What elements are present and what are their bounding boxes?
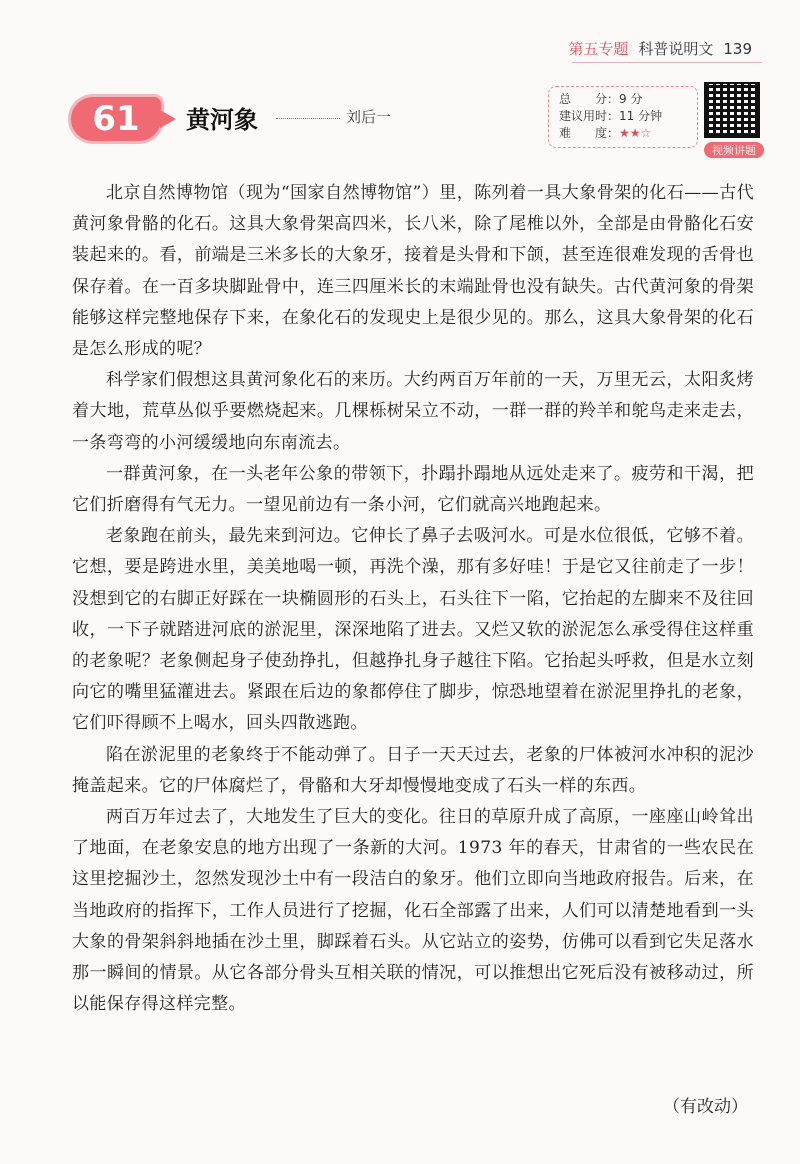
page-number: 139 xyxy=(723,40,752,58)
lesson-info-box xyxy=(548,86,698,148)
author-dotted-line xyxy=(276,118,340,119)
page-header xyxy=(568,38,752,59)
chapter-label: 第五专题 xyxy=(568,40,629,58)
difficulty-label: 难 度： xyxy=(559,126,620,140)
adaptation-note: （有改动） xyxy=(663,1097,748,1117)
qr-code-icon[interactable] xyxy=(704,82,760,138)
difficulty-stars: ★★☆ xyxy=(619,126,652,140)
suggested-time: 建议用时：11 分钟 xyxy=(559,109,663,123)
paragraph: 陷在淤泥里的老象终于不能动弹了。日子一天天过去，老象的尸体被河水冲积的泥沙掩盖起来。它的尸体腐烂了，骨骼和大牙却慢慢地变成了石头一样的东西。 xyxy=(72,744,754,796)
video-explanation-button[interactable]: 视频讲题 xyxy=(704,142,764,158)
paragraph: 一群黄河象，在一头老年公象的带领下，扑蹋扑蹋地从远处走来了。疲劳和干渴，把它们折磨得有气无力。一望见前边有一条小河，它们就高兴地跑起来。 xyxy=(72,463,754,516)
paragraph: 北京自然博物馆（现为“国家自然博物馆”）里，陈列着一具大象骨架的化石——古代黄河象骨骼的化石。这具大象骨架高四米，长八米，除了尾椎以外，全部是由骨骼化石安装起来的。看，前端是三米多长的大象牙，接着是头骨和下颌，甚至连很难发现的舌骨也保存着。在一百多块脚趾骨中，连三四厘米长的末端趾骨也没有缺失。古代黄河象的骨架能够这样完整地保存下来，在象化石的发现史上是很少见的。那么，这具大象骨架的化石是怎么形成的呢？ xyxy=(72,183,754,360)
badge-tail xyxy=(160,110,176,128)
article-body xyxy=(72,178,754,1020)
section-label: 科普说明文 xyxy=(638,40,714,58)
lesson-title: 黄河象 xyxy=(186,106,258,134)
lesson-number: 61 xyxy=(92,99,140,139)
lesson-title-row xyxy=(68,92,758,157)
paragraph: 老象跑在前头，最先来到河边。它伸长了鼻子去吸河水。可是水位很低，它够不着。它想，要是跨进水里，美美地喝一顿，再洗个澡，那有多好哇！于是它又往前走了一步！没想到它的右脚正好踩在一块椭圆形的石头上，石头往下一陷，它抬起的左脚来不及往回收，一下子就踏进河底的淤泥里，深深地陷了进去。又烂又软的淤泥怎么承受得住这样重的老象呢？老象侧起身子使劲挣扎，但越挣扎身子越往下陷。它抬起头呼救，但是水立刻向它的嘴里猛灌进去。紧跟在后边的象都停住了脚步，惊恐地望着在淤泥里挣扎的老象，它们吓得顾不上喝水，回头四散逃跑。 xyxy=(72,526,754,734)
header-divider xyxy=(572,62,762,63)
difficulty-row xyxy=(559,125,697,142)
total-score: 总 分：9 分 xyxy=(559,92,643,106)
paragraph: 科学家们假想这具黄河象化石的来历。大约两百万年前的一天，万里无云，太阳炙烤着大地，荒草丛似乎要燃烧起来。几棵栎树呆立不动，一群一群的羚羊和鸵鸟走来走去，一条弯弯的小河缓缓地向东南流去。 xyxy=(72,370,754,453)
lesson-author: 刘后一 xyxy=(346,108,392,126)
paragraph: 两百万年过去了，大地发生了巨大的变化。往日的草原升成了高原，一座座山岭耸出了地面，在老象安息的地方出现了一条新的大河。1973 年的春天，甘肃省的一些农民在这里挖掘沙土，忽然发现沙土中有一段洁白的象牙。他们立即向当地政府报告。后来，在当地政府的指挥下，工作人员进行了挖掘，化石全部露了出来，人们可以清楚地看到一头大象的骨架斜斜地插在沙土里，脚踩着石头。从它站立的姿势，仿佛可以看到它失足落水那一瞬间的情景。从它各部分骨头互相关联的情况，可以推想出它死后没有被移动过，所以能保存得这样完整。 xyxy=(72,807,754,1015)
lesson-number-badge xyxy=(68,94,164,144)
